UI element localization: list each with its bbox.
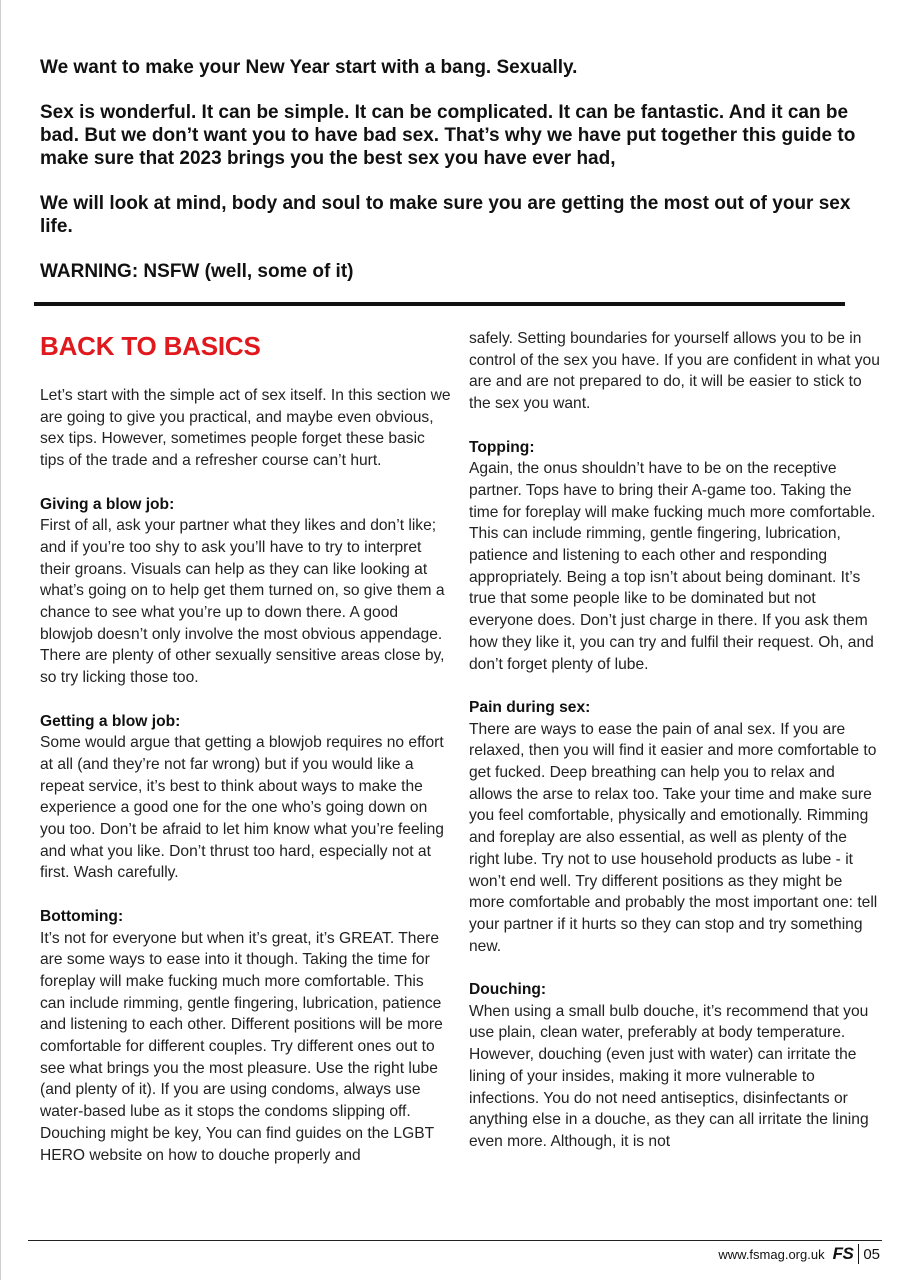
intro-line-2: Sex is wonderful. It can be simple. It can be complicated. It can be fantastic. And it can be bad. But we don’t want you to have bad sex. That’s why we have put together this guide to make sure that 2023 brings you the best sex you have ever had, (40, 102, 856, 169)
footer-divider (28, 1240, 882, 1241)
douching-text: When using a small bulb douche, it’s recommend that you use plain, clean water, preferably at body temperature. However, douching (even just with water) can irritate the lining of your insides, making it more vulnerable to infections. You do not need antiseptics, disinfectants or anything else in a douche, as they can all irritate the lining even more. Although, it is not (469, 1002, 869, 1150)
fs-logo: FS (832, 1244, 854, 1263)
intro-section (40, 56, 880, 305)
page-edge (0, 0, 1, 1280)
bottoming-text: It’s not for everyone but when it’s great, it’s GREAT. There are some ways to ease into it though. Taking the time for foreplay will make fucking much more comfortable. This can include rimming, gentle fingering, lubrication, patience and listening to each other. Different positions will be more comfortable for different couples. Try different ones out to see what brings you the most pleasure. Use the right lube (and plenty of it). If you are using condoms, always use water-based lube as it stops the condoms slipping off. Douching might be key, You can find guides on the LGBT HERO website on how to douche properly and (40, 929, 443, 1164)
bottoming-section (40, 906, 452, 1166)
topping-title: Topping: (469, 438, 535, 456)
intro-line-3: We will look at mind, body and soul to make sure you are getting the most out of your sex life. (40, 193, 851, 237)
giving-section (40, 494, 452, 689)
pain-title: Pain during sex: (469, 698, 591, 716)
footer-separator (858, 1244, 859, 1264)
right-column (469, 328, 881, 1174)
douching-section (469, 979, 881, 1153)
pain-section (469, 697, 881, 957)
warning-line: WARNING: NSFW (well, some of it) (40, 261, 354, 282)
bottoming-title: Bottoming: (40, 907, 124, 925)
section-heading: BACK TO BASICS (40, 331, 261, 361)
giving-title: Giving a blow job: (40, 495, 175, 513)
douching-title: Douching: (469, 981, 547, 999)
getting-text: Some would argue that getting a blowjob requires no effort at all (and they’re not far wrong) but if you would like a repeat service, it’s best to think about ways to make the experience a good one for the one who’s going down on you too. Don’t be afraid to let him know what you’re feeling and what you like. Don’t thrust too hard, especially not at first. Wash carefully. (40, 734, 444, 882)
left-column (40, 328, 452, 1188)
footer-url[interactable]: www.fsmag.org.uk (718, 1246, 825, 1262)
giving-text: First of all, ask your partner what they likes and don’t like; and if you’re too shy to ask you’ll have to try to interpret their groans. Visuals can help as they can like looking at what’s going on to help get them turned on, so give them a chance to see what you’re up to down there. A good blowjob doesn’t only involve the most obvious appendage. There are plenty of other sexually sensitive areas close by, so try licking those too. (40, 517, 445, 687)
topping-section (469, 437, 881, 676)
article-intro: Let’s start with the simple act of sex itself. In this section we are going to give you practical, and maybe even obvious, sex tips. However, sometimes people forget these basic tips of the trade and a refresher course can’t hurt. (40, 387, 451, 470)
pain-text: There are ways to ease the pain of anal sex. If you are relaxed, then you will find it easier and more comfortable to get fucked. Deep breathing can help you to relax and allows the arse to relax too. Take your time and make sure you feel comfortable, physically and emotionally. Rimming and foreplay are also essential, as well as plenty of the right lube. Try not to use household products as lube - it won’t end well. Try different positions as they might be more comfortable and probably the most important one: tell your partner if it hurts so they can stop and try something new. (469, 720, 878, 955)
intro-line-1: We want to make your New Year start with a bang. Sexually. (40, 57, 578, 78)
page-footer (718, 1243, 880, 1265)
bottoming-continued: safely. Setting boundaries for yourself allows you to be in control of the sex you have. If you are confident in what you are and are not prepared to do, it will be easier to stick to the sex you want. (469, 330, 880, 413)
getting-section (40, 711, 452, 885)
page-number: 05 (863, 1245, 880, 1263)
topping-text: Again, the onus shouldn’t have to be on the receptive partner. Tops have to bring their A-game too. Taking the time for foreplay will make fucking much more comfortable. This can include rimming, gentle fingering, lubrication, patience and listening to each other and responding appropriately. Being a top isn’t about being dominant. It’s true that some people like to be dominated but not everyone does. Don’t just charge in there. If you ask them how they like it, you can try and fulfil their request. Oh, and don’t forget plenty of lube. (469, 460, 876, 673)
getting-title: Getting a blow job: (40, 712, 181, 730)
section-divider (34, 302, 845, 306)
